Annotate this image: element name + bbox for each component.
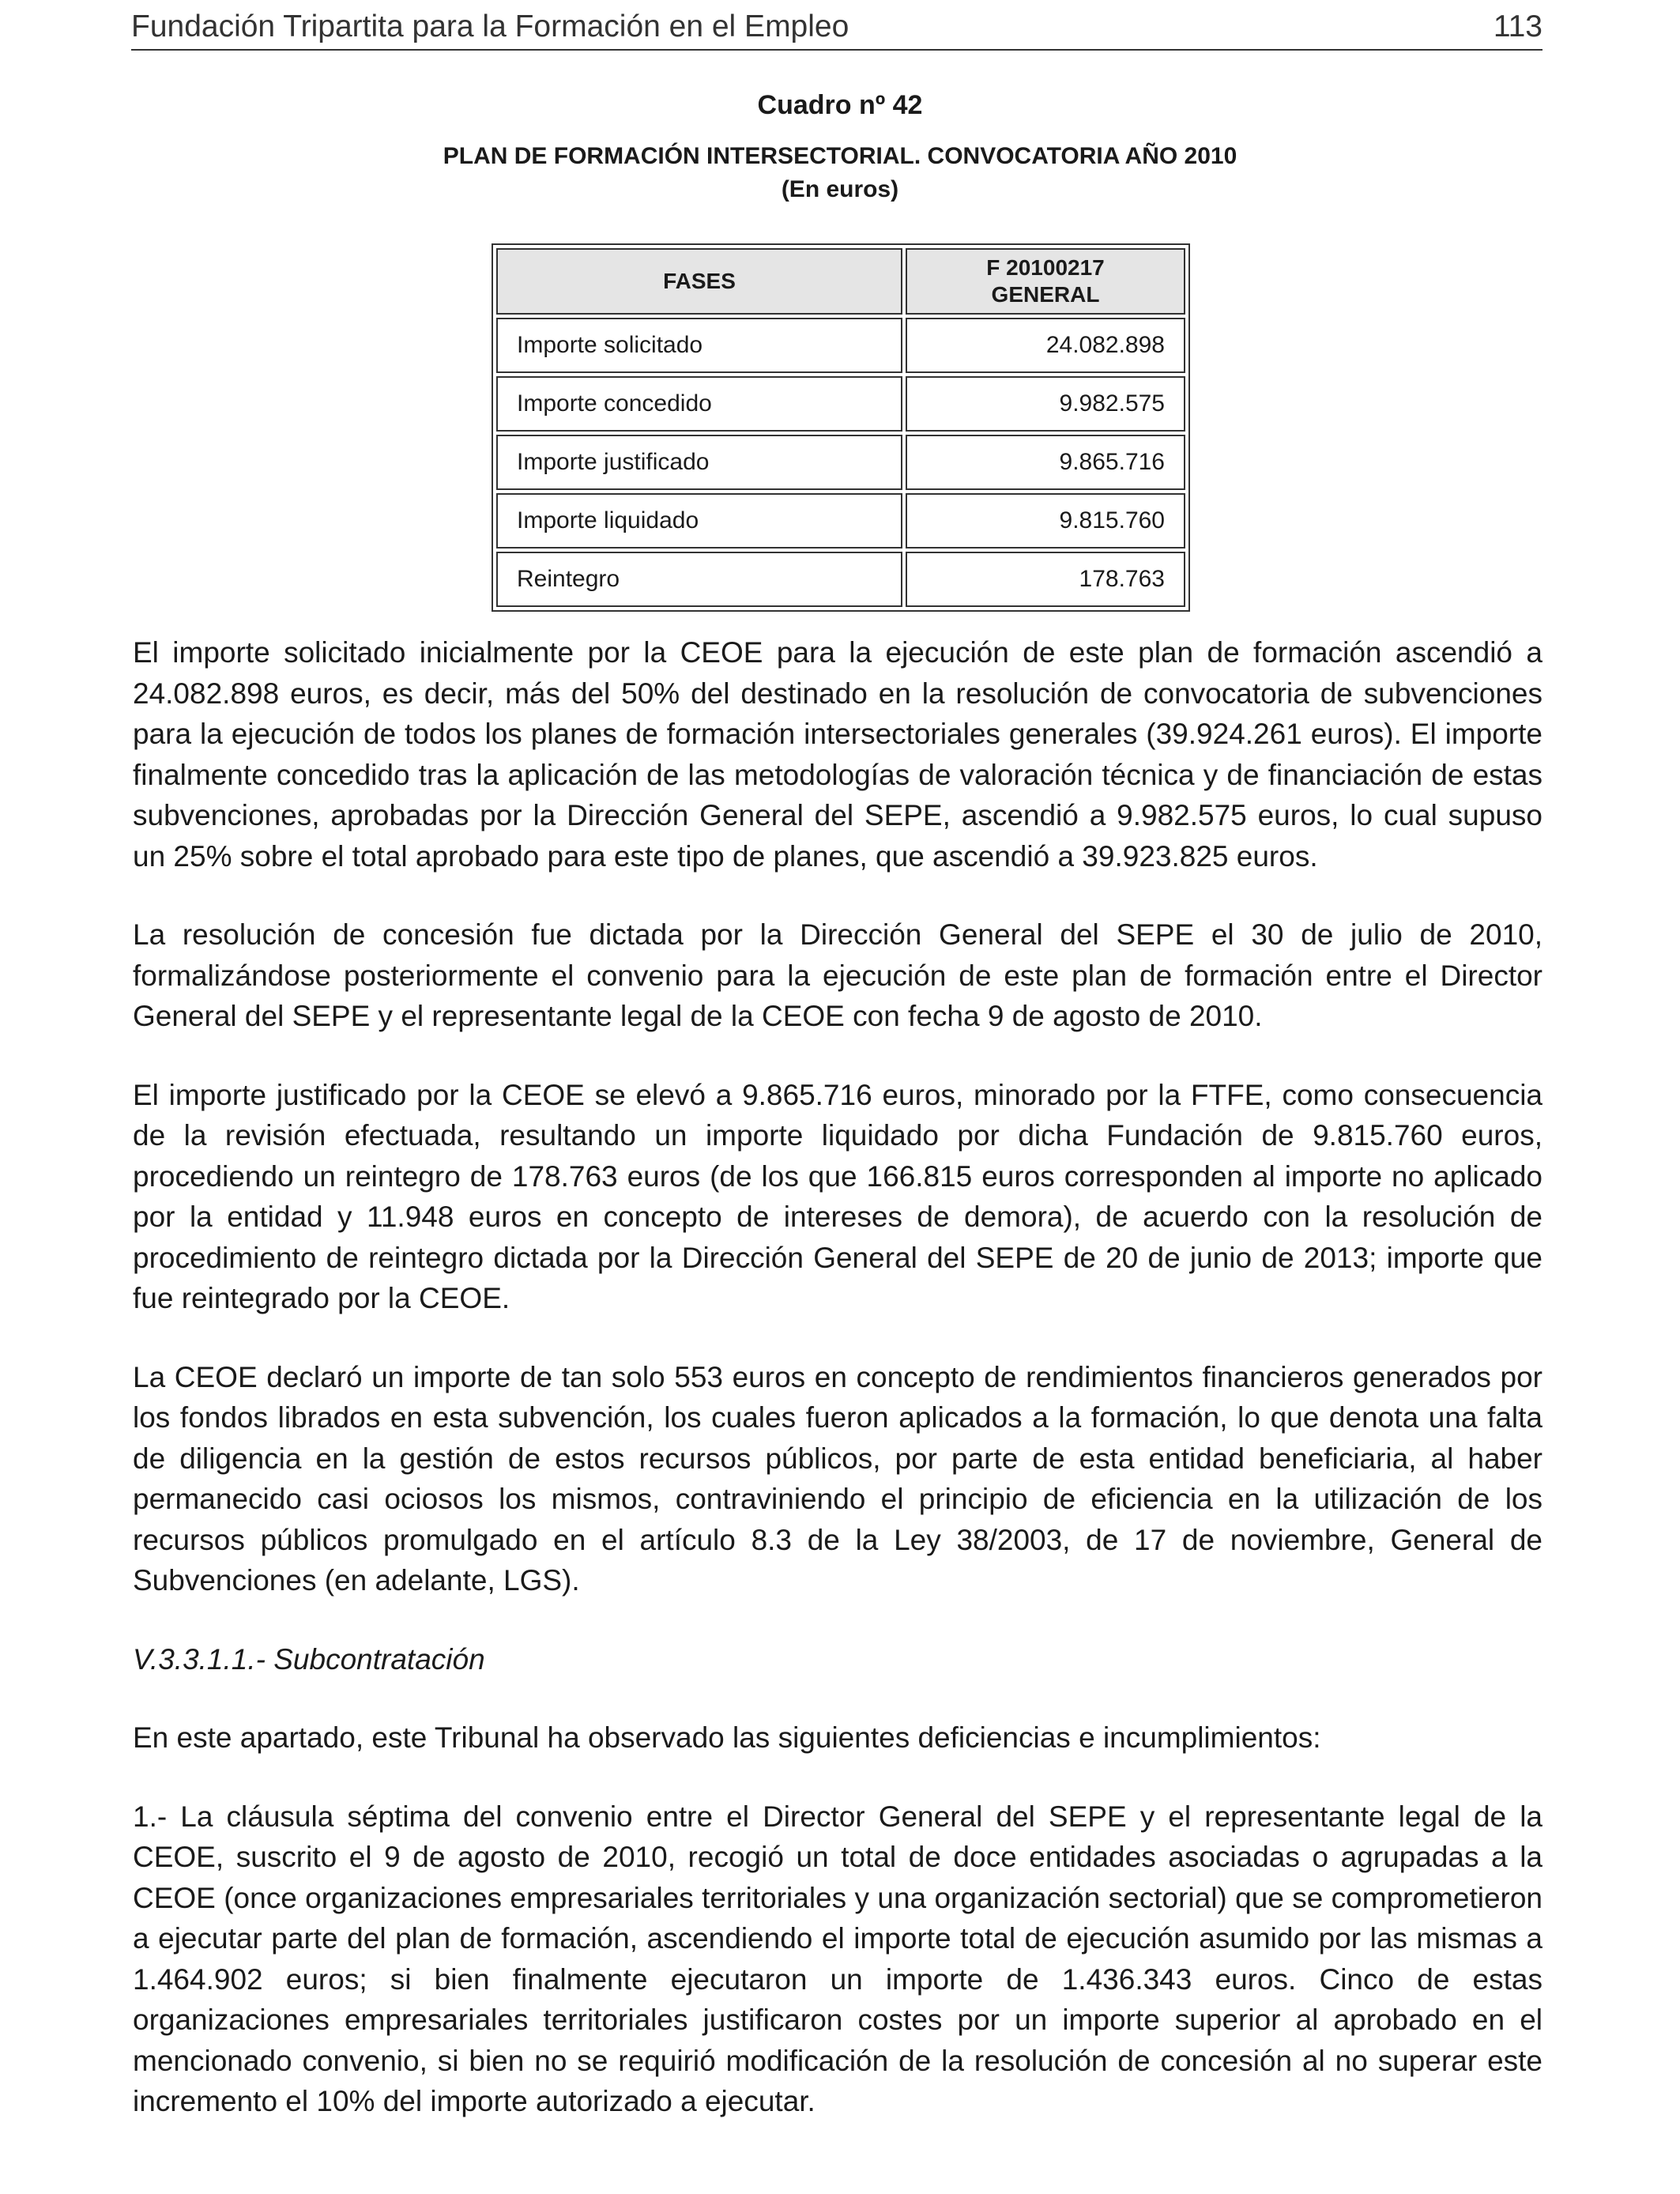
header-general xyxy=(906,248,1185,315)
table-number: Cuadro nº 42 xyxy=(757,90,923,120)
page-number: 113 xyxy=(1493,9,1543,43)
table-row xyxy=(496,318,1185,373)
table-row xyxy=(496,435,1185,490)
header-code: F 20100217 xyxy=(986,255,1105,280)
header-fases: FASES xyxy=(496,248,902,315)
table-subtitle: (En euros) xyxy=(781,176,899,202)
section-heading: V.3.3.1.1.- Subcontratación xyxy=(133,1642,485,1676)
page-header xyxy=(131,6,1543,51)
table-row xyxy=(496,376,1185,432)
row-value: 178.763 xyxy=(906,552,1185,607)
row-label: Importe liquidado xyxy=(496,493,902,548)
paragraph: En este apartado, este Tribunal ha observado las siguientes deficiencias e incumplimientos: xyxy=(133,1721,1321,1754)
row-value: 9.982.575 xyxy=(906,376,1185,432)
row-value: 9.865.716 xyxy=(906,435,1185,490)
paragraph: La resolución de concesión fue dictada por la Dirección General del SEPE el 30 de julio de 2010, formalizándose posteriormente el convenio para la ejecución de este plan de formación entre el Director General del SEPE y el representante legal de la CEOE con fecha 9 de agosto de 2010. xyxy=(133,918,1543,1032)
paragraph: 1.- La cláusula séptima del convenio entre el Director General del SEPE y el representante legal de la CEOE, suscrito el 9 de agosto de 2010, recogió un total de doce entidades asociadas o agrupadas a la CEOE (once organizaciones empresariales territoriales y una organización sectorial) que se comprometieron a ejecutar parte del plan de formación, ascendiendo el importe total de ejecución asumido por las mismas a 1.464.902 euros; si bien finalmente ejecutaron un importe de 1.436.343 euros. Cinco de estas organizaciones empresariales territoriales justificaron costes por un importe superior al aprobado en el mencionado convenio, si bien no se requirió modificación de la resolución de concesión al no superar este incremento el 10% del importe autorizado a ejecutar. xyxy=(133,1800,1543,2117)
paragraph: La CEOE declaró un importe de tan solo 553 euros en concepto de rendimientos financieros generados por los fondos librados en esta subvención, los cuales fueron aplicados a la formación, lo que denota una falta de diligencia en la gestión de estos recursos públicos, por parte de esta entidad beneficiaria, al haber permanecido casi ociosos los mismos, contraviniendo el principio de eficiencia en la utilización de los recursos públicos promulgado en el artículo 8.3 de la Ley 38/2003, de 17 de noviembre, General de Subvenciones (en adelante, LGS). xyxy=(133,1360,1543,1596)
table-row xyxy=(496,493,1185,548)
paragraph: El importe justificado por la CEOE se elevó a 9.865.716 euros, minorado por la FTFE, como consecuencia de la revisión efectuada, resultando un importe liquidado por dicha Fundación de 9.815.760 euros, procediendo un reintegro de 178.763 euros (de los que 166.815 euros corresponden al importe no aplicado por la entidad y 11.948 euros en concepto de intereses de demora), de acuerdo con la resolución de procedimiento de reintegro dictada por la Dirección General del SEPE de 20 de junio de 2013; importe que fue reintegrado por la CEOE. xyxy=(133,1078,1543,1314)
row-label: Importe justificado xyxy=(496,435,902,490)
row-value: 24.082.898 xyxy=(906,318,1185,373)
table-header-row xyxy=(496,248,1185,315)
paragraph: El importe solicitado inicialmente por la CEOE para la ejecución de este plan de formación ascendió a 24.082.898 euros, es decir, más del 50% del destinado en la resolución de convocatoria de subvenciones para la ejecución de todos los planes de formación intersectoriales generales (39.924.261 euros). El importe finalmente concedido tras la aplicación de las metodologías de valoración técnica y de financiación de estas subvenciones, aprobadas por la Dirección General del SEPE, ascendió a 9.982.575 euros, lo cual supuso un 25% sobre el total aprobado para este tipo de planes, que ascendió a 39.923.825 euros. xyxy=(133,636,1543,873)
table-row xyxy=(496,552,1185,607)
row-label: Importe solicitado xyxy=(496,318,902,373)
row-label: Importe concedido xyxy=(496,376,902,432)
phases-table xyxy=(492,243,1190,612)
organization-name: Fundación Tripartita para la Formación en el Empleo xyxy=(131,9,849,43)
table-title: PLAN DE FORMACIÓN INTERSECTORIAL. CONVOCATORIA AÑO 2010 xyxy=(443,143,1237,169)
row-value: 9.815.760 xyxy=(906,493,1185,548)
header-type: GENERAL xyxy=(991,282,1100,307)
body-text xyxy=(133,632,1543,2160)
row-label: Reintegro xyxy=(496,552,902,607)
